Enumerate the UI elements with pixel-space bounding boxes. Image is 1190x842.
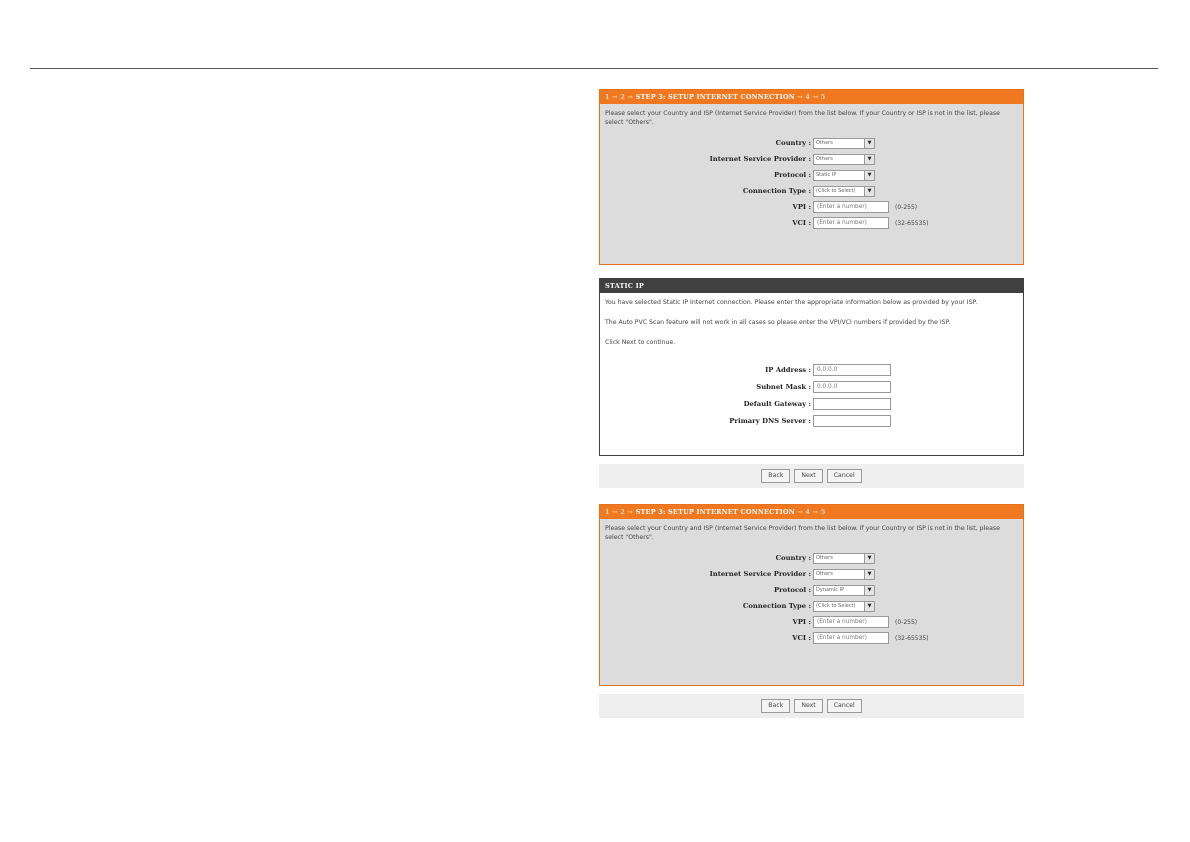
step-suffix: → 4 → 5 (797, 93, 826, 101)
connection-type-select[interactable] (813, 186, 875, 197)
step-current: STEP 3: SETUP INTERNET CONNECTION (635, 508, 795, 516)
vci-label: VCI : (792, 634, 811, 642)
protocol-label: Protocol : (773, 171, 811, 179)
protocol-select-value: Dynamic IP (816, 586, 845, 593)
protocol-row (600, 167, 1023, 183)
connection-type-select-value: (Click to Select) (816, 187, 856, 194)
connection-type-row (600, 183, 1023, 199)
step-current: STEP 3: SETUP INTERNET CONNECTION (635, 93, 795, 101)
back-button[interactable]: Back (761, 469, 790, 483)
vci-row (600, 630, 1023, 646)
subnet-mask-input[interactable]: 0.0.0.0 (813, 381, 891, 393)
protocol-row (600, 582, 1023, 598)
vci-input[interactable]: (Enter a number) (813, 632, 889, 644)
cancel-button[interactable]: Cancel (827, 699, 862, 713)
vci-label: VCI : (792, 219, 811, 227)
country-select[interactable] (813, 553, 875, 564)
primary-dns-input[interactable] (813, 415, 891, 427)
step-suffix: → 4 → 5 (797, 508, 826, 516)
country-select[interactable] (813, 138, 875, 149)
country-label: Country : (775, 139, 811, 147)
wizard-description: Please select your Country and ISP (Internet Service Provider) from the list below. If your Country or ISP is not in the list, please select "Others". (605, 110, 1000, 126)
connection-type-label: Connection Type : (742, 187, 811, 195)
country-row (600, 550, 1023, 566)
static-ip-desc-1: You have selected Static IP Internet connection. Please enter the appropriate information below as provided by your ISP. (605, 299, 978, 306)
isp-select-value: Others (816, 570, 833, 577)
country-row (600, 135, 1023, 151)
vpi-label: VPI : (792, 618, 811, 626)
ip-address-row (600, 361, 1023, 378)
static-ip-desc-2: The Auto PVC Scan feature will not work in all cases so please enter the VPI/VCI numbers if provided by the ISP. (605, 319, 951, 326)
country-select-value: Others (816, 139, 833, 146)
isp-label: Internet Service Provider : (709, 570, 811, 578)
step-prefix: 1 → 2 → (605, 508, 634, 516)
connection-type-select[interactable] (813, 601, 875, 612)
connection-type-label: Connection Type : (742, 602, 811, 610)
wizard-step-header (600, 505, 1023, 519)
vpi-range-hint: (0-255) (895, 618, 918, 626)
chevron-down-icon: ▼ (864, 602, 874, 611)
connection-type-select-value: (Click to Select) (816, 602, 856, 609)
vpi-range-hint: (0-255) (895, 203, 918, 211)
chevron-down-icon: ▼ (864, 586, 874, 595)
default-gateway-label: Default Gateway : (743, 399, 811, 408)
isp-row (600, 566, 1023, 582)
chevron-down-icon: ▼ (864, 187, 874, 196)
isp-select-value: Others (816, 155, 833, 162)
wizard-panel-top (599, 89, 1024, 265)
protocol-select[interactable] (813, 585, 875, 596)
next-button[interactable]: Next (794, 699, 822, 713)
subnet-mask-label: Subnet Mask : (756, 382, 811, 391)
connection-type-row (600, 598, 1023, 614)
default-gateway-input[interactable] (813, 398, 891, 410)
vci-range-hint: (32-65535) (895, 634, 929, 642)
vpi-row (600, 199, 1023, 215)
vci-range-hint: (32-65535) (895, 219, 929, 227)
chevron-down-icon: ▼ (864, 155, 874, 164)
back-button[interactable]: Back (761, 699, 790, 713)
wizard-description: Please select your Country and ISP (Internet Service Provider) from the list below. If your Country or ISP is not in the list, please select "Others". (605, 525, 1000, 541)
subnet-mask-row (600, 378, 1023, 395)
wizard-panel-bottom (599, 504, 1024, 686)
isp-select[interactable] (813, 569, 875, 580)
default-gateway-row (600, 395, 1023, 412)
wizard-step-header (600, 90, 1023, 104)
static-ip-panel (599, 278, 1024, 456)
static-ip-desc-3: Click Next to continue. (605, 339, 676, 346)
chevron-down-icon: ▼ (864, 570, 874, 579)
primary-dns-row (600, 412, 1023, 429)
protocol-label: Protocol : (773, 586, 811, 594)
vpi-label: VPI : (792, 203, 811, 211)
vci-row (600, 215, 1023, 231)
vpi-input[interactable]: (Enter a number) (813, 201, 889, 213)
top-divider (30, 68, 1158, 69)
step-prefix: 1 → 2 → (605, 93, 634, 101)
button-bar-bottom (599, 694, 1024, 718)
vpi-input[interactable]: (Enter a number) (813, 616, 889, 628)
isp-select[interactable] (813, 154, 875, 165)
chevron-down-icon: ▼ (864, 554, 874, 563)
cancel-button[interactable]: Cancel (827, 469, 862, 483)
protocol-select-value: Static IP (816, 171, 837, 178)
ip-address-input[interactable]: 0.0.0.0 (813, 364, 891, 376)
ip-address-label: IP Address : (765, 365, 811, 374)
isp-label: Internet Service Provider : (709, 155, 811, 163)
vci-input[interactable]: (Enter a number) (813, 217, 889, 229)
chevron-down-icon: ▼ (864, 171, 874, 180)
button-bar-top (599, 464, 1024, 488)
country-label: Country : (775, 554, 811, 562)
static-ip-header: STATIC IP (600, 279, 1023, 293)
isp-row (600, 151, 1023, 167)
next-button[interactable]: Next (794, 469, 822, 483)
protocol-select[interactable] (813, 170, 875, 181)
country-select-value: Others (816, 554, 833, 561)
vpi-row (600, 614, 1023, 630)
primary-dns-label: Primary DNS Server : (729, 416, 811, 425)
chevron-down-icon: ▼ (864, 139, 874, 148)
